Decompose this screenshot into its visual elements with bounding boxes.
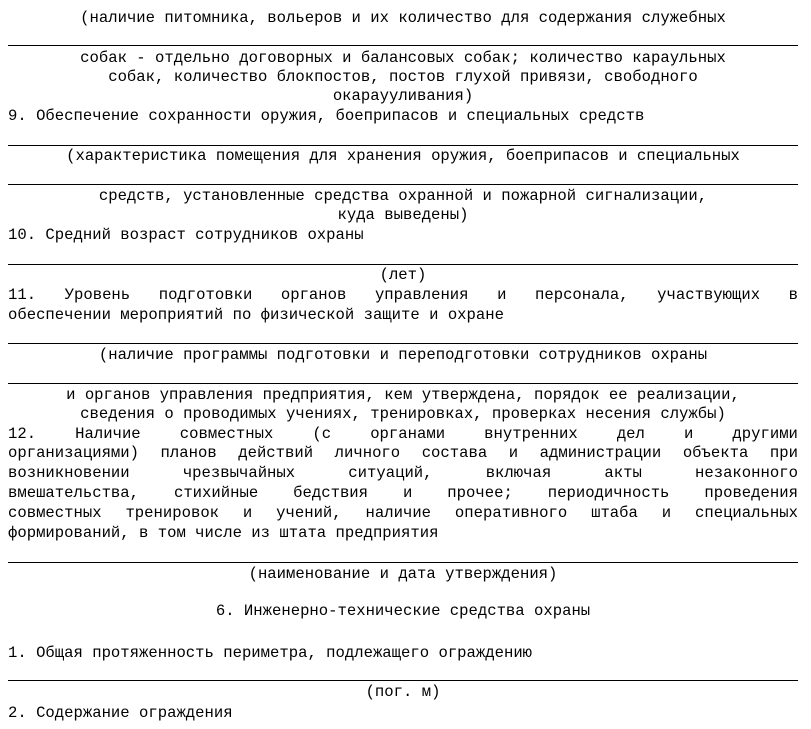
word: и [661, 504, 672, 522]
fill-in-rule [8, 383, 798, 384]
word: ситуаций, [348, 464, 433, 482]
item-11-caption-line-3: сведения о проводимых учениях, тренировках, проверках несения службы) [80, 405, 726, 423]
word: акты [604, 464, 642, 482]
word: и [242, 504, 253, 522]
item-12-line-1 [8, 424, 798, 444]
word: органами [370, 425, 446, 443]
item-9-label: 9. Обеспечение сохранности оружия, боеприпасов и специальных средств [8, 107, 645, 125]
word: участвующих [657, 286, 761, 304]
word: внутренних [484, 425, 578, 443]
word: проведения [704, 484, 798, 502]
fill-in-rule [8, 680, 798, 681]
word: учений, [276, 504, 342, 522]
word: планов [160, 444, 217, 462]
item-9-caption-line-3: куда выведены) [337, 206, 469, 224]
word: действий [238, 444, 314, 462]
word: управления [374, 286, 469, 304]
item-12-line-5 [8, 503, 798, 523]
fill-in-rule [8, 562, 798, 563]
s6-item-2-label: 2. Содержание ограждения [8, 704, 233, 722]
word: периодичность [547, 484, 670, 502]
item-11-caption-line-2: и органов управления предприятия, кем утверждена, порядок ее реализации, [66, 386, 740, 404]
word: вмешательства, [8, 484, 140, 502]
s6-item-1-label: 1. Общая протяженность периметра, подлежащего ограждению [8, 644, 533, 662]
word: (с [312, 425, 332, 443]
word: незаконного [695, 464, 798, 482]
facilities-caption-line-1: (наличие питомника, вольеров и их количество для содержания служебных [80, 9, 726, 27]
word: прочее; [447, 484, 513, 502]
word: 11. [8, 286, 37, 304]
word: тренировок [125, 504, 220, 522]
fill-in-rule [8, 343, 798, 344]
facilities-caption-line-3: собак, количество блокпостов, постов глухой привязи, свободного [108, 68, 698, 86]
word: администрации [539, 444, 662, 462]
word: Наличие [75, 425, 141, 443]
word: возникновении [8, 464, 130, 482]
word: включая [485, 464, 552, 482]
item-9-caption-line-2: средств, установленные средства охранной и пожарной сигнализации, [98, 187, 708, 205]
item-10-label: 10. Средний возраст сотрудников охраны [8, 226, 364, 244]
item-12-line-2 [8, 443, 798, 463]
word: стихийные [173, 484, 259, 502]
item-10-caption: (лет) [379, 266, 427, 284]
fill-in-rule [8, 184, 798, 185]
word: совместных [179, 425, 274, 443]
word: дел [616, 425, 645, 443]
word: наличие [365, 504, 432, 522]
facilities-caption-line-4: окараууливания) [332, 87, 474, 105]
word: организациями) [8, 444, 140, 462]
fill-in-rule [8, 45, 798, 46]
word: и [402, 484, 413, 502]
word: бедствия [293, 484, 369, 502]
section-6-heading: 6. Инженерно-технические средства охраны [215, 602, 591, 620]
item-12-line-6: формирований, в том числе из штата предприятия [8, 524, 439, 542]
word: персонала, [535, 286, 629, 304]
word: специальных [695, 504, 798, 522]
item-12-line-3 [8, 463, 798, 483]
item-11-line-2: обеспечении мероприятий по физической защите и охране [8, 306, 504, 324]
facilities-caption-line-2: собак - отдельно договорных и балансовых собак; количество караульных [80, 49, 726, 67]
item-9-caption-line-1: (характеристика помещения для хранения оружия, боеприпасов и специальных [66, 147, 740, 165]
word: при [769, 444, 798, 462]
word: и [497, 286, 507, 304]
item-12-caption: (наименование и дата утверждения) [248, 565, 558, 583]
word: и [508, 444, 519, 462]
item-11-line-1 [8, 285, 798, 305]
word: Уровень [64, 286, 131, 304]
word: 12. [8, 425, 37, 443]
word: штаба [591, 504, 638, 522]
word: чрезвычайных [182, 464, 296, 482]
word: другими [732, 425, 798, 443]
word: объекта [682, 444, 749, 462]
s6-item-1-caption: (пог. м) [365, 683, 441, 701]
word: оперативного [454, 504, 568, 522]
word: состава [421, 444, 488, 462]
item-12-line-4 [8, 483, 798, 503]
word: личного [334, 444, 401, 462]
word: органов [280, 286, 347, 304]
word: и [683, 425, 694, 443]
word: в [788, 286, 798, 304]
word: подготовки [158, 286, 253, 304]
item-11-caption-line-1: (наличие программы подготовки и переподготовки сотрудников охраны [98, 346, 708, 364]
word: совместных [8, 504, 102, 522]
